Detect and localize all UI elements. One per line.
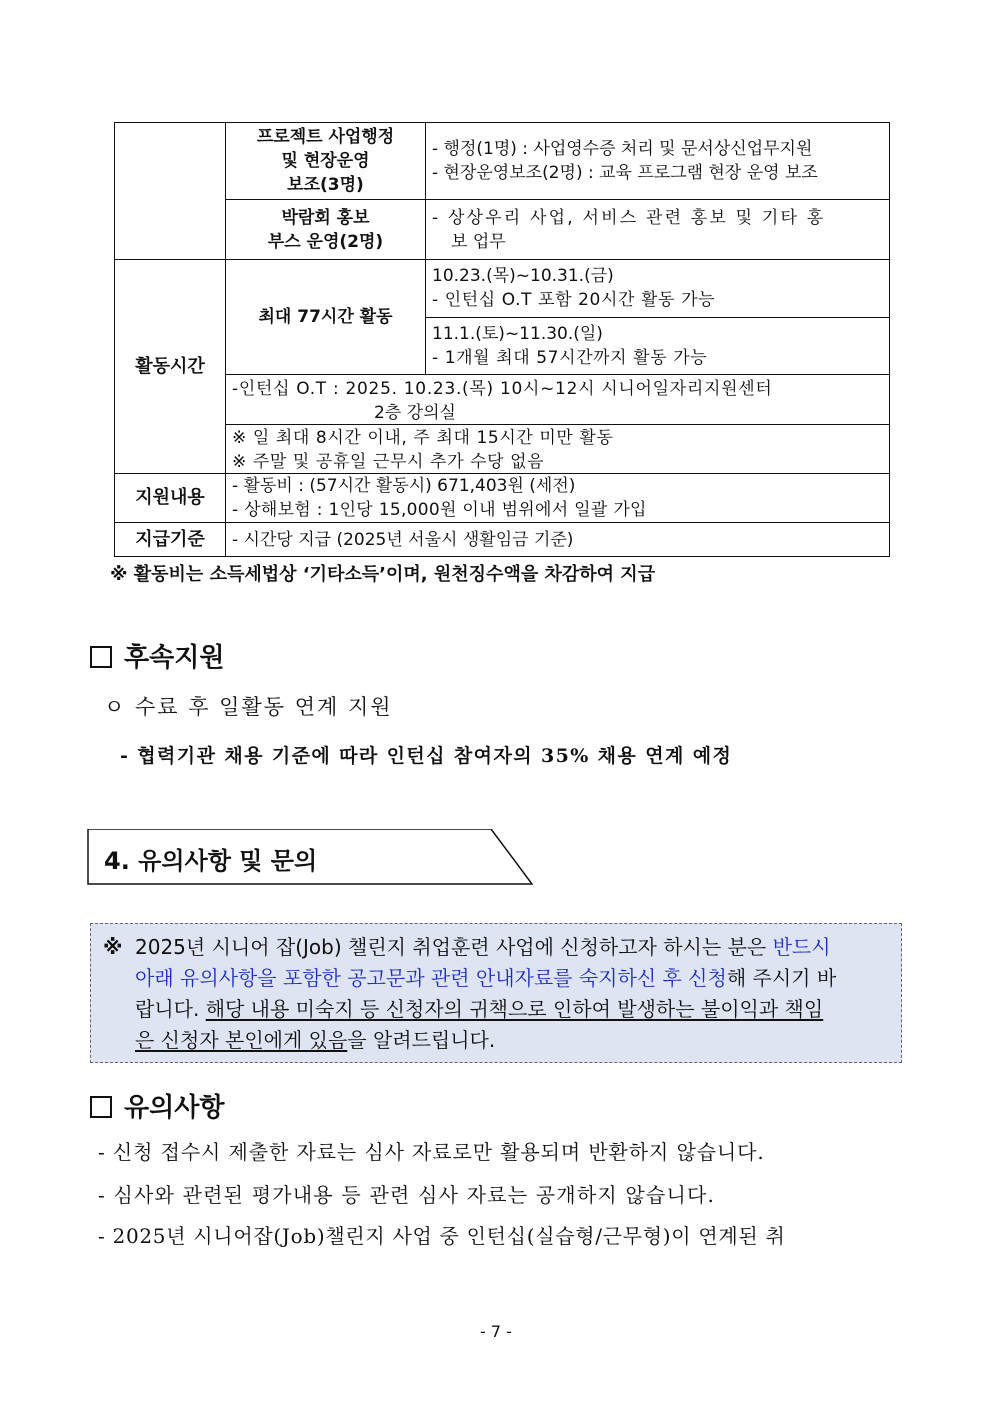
ot-line1: -인턴십 O.T : 2025. 10.23.(목) 10시~12시 시니어일자리지원센터 xyxy=(232,379,773,399)
notice-line2 xyxy=(135,963,836,993)
desc-booth-cell xyxy=(425,199,890,260)
followup-heading xyxy=(90,637,224,674)
caution-item: - 심사와 관련된 평가내용 등 관련 심사 자료는 공개하지 않습니다. xyxy=(98,1183,716,1207)
program-table xyxy=(114,122,890,557)
desc-project-line1: - 행정(1명) : 사업영수증 처리 및 문서상신업무지원 xyxy=(432,139,813,159)
desc-booth-line1: - 상상우리 사업, 서비스 관련 홍보 및 기타 홍 xyxy=(432,208,826,228)
notice-l4-c: 을 알려드립니다. xyxy=(347,1028,496,1052)
activity-notes-cell xyxy=(225,424,890,474)
notice-line1 xyxy=(135,932,831,962)
activity-max-cell xyxy=(225,259,426,375)
tax-note: ※ 활동비는 소득세법상 ‘기타소득’이며, 원천징수액을 차감하여 지급 xyxy=(110,564,656,585)
notice-l2-b: 해 주시기 바 xyxy=(726,966,837,990)
followup-sub: - 협력기관 채용 기준에 따라 인턴십 참여자의 35% 채용 연계 예정 xyxy=(120,745,733,767)
period2-detail: - 1개월 최대 57시간까지 활동 가능 xyxy=(432,348,708,368)
period1-detail: - 인턴십 O.T 포함 20시간 활동 가능 xyxy=(432,290,716,310)
payment-cell xyxy=(225,522,890,557)
notice-l4-b: 에게 있음 xyxy=(263,1028,348,1052)
caution-item: - 신청 접수시 제출한 자료는 심사 자료로만 활용되며 반환하지 않습니다. xyxy=(98,1140,765,1164)
activity-header: 활동시간 xyxy=(135,355,205,377)
notice-l1-a: 2025년 시니어 잡(Job) 챌린지 취업훈련 사업에 신청하고자 하시는 분은 xyxy=(135,935,773,959)
role-project-line1: 프로젝트 사업행정 xyxy=(256,127,395,147)
desc-project-cell xyxy=(425,122,890,200)
role-project-line3: 보조(3명) xyxy=(287,175,364,195)
notice-mark: ※ xyxy=(103,935,123,959)
payment-line: - 시간당 지급 (2025년 서울시 생활임금 기준) xyxy=(232,530,574,550)
notice-line4 xyxy=(135,1025,495,1055)
activity-note1: ※ 일 최대 8시간 이내, 주 최대 15시간 미만 활동 xyxy=(232,428,614,448)
period2-dates: 11.1.(토)~11.30.(일) xyxy=(432,324,603,344)
support-header: 지원내용 xyxy=(135,487,205,508)
ot-line2: 2층 강의실 xyxy=(374,403,456,423)
notice-l4-a: 은 신청자 본인 xyxy=(135,1028,264,1052)
notice-l3-a: 랍니다. xyxy=(135,997,206,1021)
activity-note2: ※ 주말 및 공휴일 근무시 추가 수당 없음 xyxy=(232,452,545,472)
role-project-line2: 및 현장운영 xyxy=(281,151,370,171)
cautions-heading xyxy=(90,1087,224,1124)
activity-header-cell xyxy=(114,259,226,474)
notice-l2-a: 아래 유의사항을 포함한 공고문과 관련 안내자료를 숙지하신 후 신청 xyxy=(135,966,727,990)
desc-booth-line2: 보 업무 xyxy=(451,232,506,252)
role-booth-line2: 부스 운영(2명) xyxy=(267,231,384,252)
blank-header-cell xyxy=(114,122,226,260)
checkbox-square-icon xyxy=(90,646,112,668)
section4-title: 4. 유의사항 및 문의 xyxy=(104,847,318,875)
cautions-title: 유의사항 xyxy=(124,1093,225,1123)
support-line2: - 상해보험 : 1인당 15,000원 이내 범위에서 일괄 가입 xyxy=(232,500,647,520)
support-cell xyxy=(225,473,890,523)
desc-project-line2: - 현장운영보조(2명) : 교육 프로그램 현장 운영 보조 xyxy=(432,163,818,183)
notice-line3 xyxy=(135,994,823,1024)
role-booth-cell xyxy=(225,199,426,260)
notice-box xyxy=(90,923,902,1063)
payment-header: 지급기준 xyxy=(135,528,205,550)
payment-header-cell xyxy=(114,522,226,557)
followup-item: ㅇ 수료 후 일활동 연계 지원 xyxy=(104,695,393,719)
ot-cell xyxy=(225,374,890,425)
support-header-cell xyxy=(114,473,226,523)
role-project-cell xyxy=(225,122,426,200)
notice-l3-b: 해당 내용 미숙지 등 신청자의 귀책으로 인하여 발생하는 불이익과 책임 xyxy=(205,997,824,1021)
followup-title: 후속지원 xyxy=(124,643,225,673)
period1-cell xyxy=(425,259,890,318)
checkbox-square-icon xyxy=(90,1096,112,1118)
caution-item: - 2025년 시니어잡(Job)챌린지 사업 중 인턴십(실습형/근무형)이 연계된 취 xyxy=(98,1224,786,1248)
section4-banner xyxy=(87,829,533,885)
period1-dates: 10.23.(목)~10.31.(금) xyxy=(432,266,614,286)
support-line1: - 활동비 : (57시간 활동시) 671,403원 (세전) xyxy=(232,476,576,496)
period2-cell xyxy=(425,317,890,375)
notice-l1-b: 반드시 xyxy=(772,935,831,959)
activity-max-label: 최대 77시간 활동 xyxy=(258,307,393,327)
role-booth-line1: 박람회 홍보 xyxy=(281,207,370,228)
page-number: - 7 - xyxy=(480,1322,512,1341)
